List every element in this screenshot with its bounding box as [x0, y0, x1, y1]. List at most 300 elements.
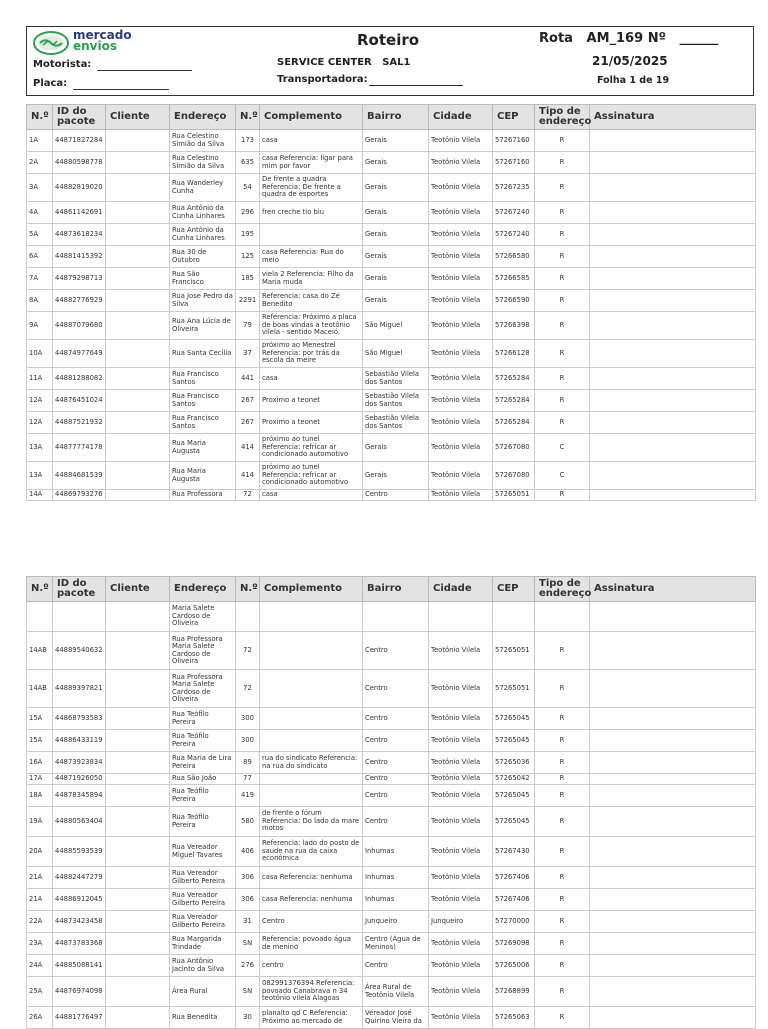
cell-signature[interactable] [590, 752, 756, 774]
cell-complement: casa Referencia: Rua do meio [260, 246, 363, 268]
cell-zipcode: 57265051 [493, 670, 535, 708]
column-header-address-type: Tipo de endereço [535, 577, 590, 602]
cell-city: Teotônio Vilela [429, 670, 493, 708]
cell-complement [260, 730, 363, 752]
cell-neighborhood: Gerais [363, 268, 429, 290]
cell-row-number: 21A [27, 867, 53, 889]
table-row [27, 202, 756, 224]
cell-signature[interactable] [590, 602, 756, 632]
cell-client [106, 837, 170, 867]
cell-package-id: 44871827284 [53, 130, 106, 152]
cell-city: Teotônio Vilela [429, 774, 493, 785]
cell-client [106, 867, 170, 889]
column-header-row-number: N.º [27, 105, 53, 130]
cell-package-id: 44871926050 [53, 774, 106, 785]
cell-package-id: 44880598778 [53, 152, 106, 174]
numero-label: Nº [647, 31, 666, 46]
table-row [27, 602, 756, 632]
cell-row-number: 3A [27, 174, 53, 202]
cell-street-number: 441 [236, 368, 260, 390]
cell-package-id: 44881415392 [53, 246, 106, 268]
motorista-label: Motorista: [33, 59, 92, 70]
cell-address-type: R [535, 867, 590, 889]
cell-complement [260, 632, 363, 670]
cell-row-number: 5A [27, 224, 53, 246]
cell-zipcode: 57267235 [493, 174, 535, 202]
cell-complement: Proximo a teonet [260, 412, 363, 434]
numero-blank: ______ [679, 31, 719, 46]
cell-signature[interactable] [590, 130, 756, 152]
cell-address-type: R [535, 807, 590, 837]
route-date: 21/05/2025 [592, 54, 668, 68]
placa-field[interactable] [73, 89, 169, 90]
cell-package-id [53, 602, 106, 632]
cell-street-number: 580 [236, 807, 260, 837]
cell-neighborhood: Gerais [363, 290, 429, 312]
cell-address: Área Rural [170, 977, 236, 1007]
cell-city: Teotônio Vilela [429, 462, 493, 490]
table-row [27, 412, 756, 434]
cell-zipcode: 57267406 [493, 867, 535, 889]
cell-neighborhood: Centro [363, 807, 429, 837]
motorista-field[interactable] [97, 70, 192, 71]
cell-neighborhood: Centro [363, 708, 429, 730]
cell-address: Rua Vereador Gilberto Pereira [170, 911, 236, 933]
cell-address-type: R [535, 752, 590, 774]
cell-package-id: 44885593539 [53, 837, 106, 867]
cell-address: Rua Teófilo Pereira [170, 708, 236, 730]
table-row [27, 1007, 756, 1029]
cell-signature[interactable] [590, 977, 756, 1007]
cell-street-number: 79 [236, 312, 260, 340]
cell-address: Rua Francisco Santos [170, 390, 236, 412]
handshake-icon [33, 31, 69, 55]
cell-signature[interactable] [590, 807, 756, 837]
cell-neighborhood: Gerais [363, 224, 429, 246]
table-row [27, 312, 756, 340]
cell-address: Rua Antônio da Cunha Linhares [170, 224, 236, 246]
table-row [27, 152, 756, 174]
cell-city: Teotônio Vilela [429, 290, 493, 312]
cell-city: Teotônio Vilela [429, 955, 493, 977]
cell-city: Teotônio Vilela [429, 202, 493, 224]
cell-zipcode: 57269098 [493, 933, 535, 955]
cell-neighborhood: Centro [363, 730, 429, 752]
cell-street-number: 276 [236, 955, 260, 977]
cell-address-type: R [535, 1007, 590, 1029]
cell-signature[interactable] [590, 152, 756, 174]
cell-address: Rua Professora Maria Salete Cardoso de Oliveira [170, 670, 236, 708]
cell-complement: de frente o fórum Referencia: Do lado da mare motos [260, 807, 363, 837]
cell-address: Rua Celestino Simião da Silva [170, 152, 236, 174]
table-header-row [27, 105, 756, 130]
cell-address-type: R [535, 340, 590, 368]
cell-client [106, 632, 170, 670]
cell-signature[interactable] [590, 889, 756, 911]
cell-client [106, 490, 170, 501]
cell-complement: fren creche tio biu [260, 202, 363, 224]
cell-zipcode: 57266590 [493, 290, 535, 312]
cell-row-number: 13A [27, 434, 53, 462]
route-label-group [539, 31, 718, 46]
cell-client [106, 708, 170, 730]
cell-street-number: 267 [236, 412, 260, 434]
cell-address-type: R [535, 202, 590, 224]
cell-address-type: R [535, 785, 590, 807]
column-header-client: Cliente [106, 577, 170, 602]
column-header-neighborhood: Bairro [363, 105, 429, 130]
table-row [27, 837, 756, 867]
cell-row-number: 19A [27, 807, 53, 837]
table-row [27, 130, 756, 152]
cell-neighborhood: Vereador José Quirino Vieira da [363, 1007, 429, 1029]
cell-package-id: 44885088141 [53, 955, 106, 977]
cell-address-type: R [535, 268, 590, 290]
cell-zipcode: 57265045 [493, 708, 535, 730]
cell-address-type: R [535, 312, 590, 340]
cell-signature[interactable] [590, 290, 756, 312]
cell-neighborhood: Gerais [363, 246, 429, 268]
sheet-counter: Folha 1 de 19 [597, 75, 670, 86]
cell-address-type: R [535, 911, 590, 933]
cell-neighborhood: Sebastião Vilela dos Santos [363, 390, 429, 412]
table-row [27, 434, 756, 462]
cell-row-number: 14AB [27, 632, 53, 670]
cell-zipcode: 57265042 [493, 774, 535, 785]
cell-complement: próximo ao tunel Referencia: refricar ar condicionado automotivo [260, 434, 363, 462]
cell-street-number: 125 [236, 246, 260, 268]
cell-complement: planalto qd C Referencia: Próximo ao mercado de [260, 1007, 363, 1029]
cell-row-number: 15A [27, 730, 53, 752]
table-row [27, 708, 756, 730]
cell-complement [260, 670, 363, 708]
cell-complement [260, 602, 363, 632]
cell-address-type: R [535, 708, 590, 730]
cell-address-type: R [535, 730, 590, 752]
cell-row-number: 10A [27, 340, 53, 368]
table-row [27, 462, 756, 490]
cell-complement: De frente a quadra Referencia: De frente a quadra de esportes [260, 174, 363, 202]
cell-client [106, 224, 170, 246]
column-header-zipcode: CEP [493, 105, 535, 130]
cell-address: Rua Ana Lúcia de Oliveira [170, 312, 236, 340]
cell-zipcode: 57265036 [493, 752, 535, 774]
cell-address: Rua Benedita [170, 1007, 236, 1029]
cell-zipcode: 57267080 [493, 462, 535, 490]
cell-complement: viela 2 Referencia: Filho da Maria muda [260, 268, 363, 290]
cell-row-number: 12A [27, 390, 53, 412]
cell-neighborhood: São Miguel [363, 340, 429, 368]
column-header-signature: Assinatura [590, 105, 756, 130]
cell-neighborhood: Sebastião Vilela dos Santos [363, 412, 429, 434]
cell-city: Teotônio Vilela [429, 312, 493, 340]
cell-city: Teotônio Vilela [429, 434, 493, 462]
cell-row-number: 8A [27, 290, 53, 312]
column-header-package-id: ID do pacote [53, 105, 106, 130]
table-row [27, 977, 756, 1007]
cell-row-number: 4A [27, 202, 53, 224]
cell-street-number: 635 [236, 152, 260, 174]
cell-client [106, 752, 170, 774]
cell-street-number: 54 [236, 174, 260, 202]
cell-street-number: 419 [236, 785, 260, 807]
cell-address: Rua Francisco Santos [170, 412, 236, 434]
cell-zipcode: 57266580 [493, 246, 535, 268]
cell-address-type [535, 602, 590, 632]
cell-signature[interactable] [590, 340, 756, 368]
cell-client [106, 412, 170, 434]
cell-address: Rua 30 de Outubro [170, 246, 236, 268]
cell-address: Rua Margarida Trindade [170, 933, 236, 955]
cell-signature[interactable] [590, 412, 756, 434]
cell-package-id: 44886912045 [53, 889, 106, 911]
cell-city: Teotônio Vilela [429, 632, 493, 670]
cell-neighborhood: Gerais [363, 202, 429, 224]
cell-neighborhood: Gerais [363, 174, 429, 202]
cell-city: Teotônio Vilela [429, 807, 493, 837]
cell-signature[interactable] [590, 268, 756, 290]
cell-client [106, 774, 170, 785]
cell-package-id: 44868793583 [53, 708, 106, 730]
cell-address-type: R [535, 490, 590, 501]
cell-neighborhood: Centro [363, 670, 429, 708]
cell-neighborhood: Gerais [363, 462, 429, 490]
cell-city: Teotônio Vilela [429, 340, 493, 368]
cell-signature[interactable] [590, 785, 756, 807]
cell-package-id: 44873423458 [53, 911, 106, 933]
cell-complement: 082991376394 Referencia: povoado Canabrava n 34 teotônio vilela Alagoas [260, 977, 363, 1007]
cell-row-number [27, 602, 53, 632]
cell-row-number: 1A [27, 130, 53, 152]
cell-package-id: 44887079680 [53, 312, 106, 340]
cell-signature[interactable] [590, 933, 756, 955]
cell-zipcode: 57266128 [493, 340, 535, 368]
cell-neighborhood: Centro [363, 955, 429, 977]
table-row [27, 390, 756, 412]
cell-street-number: 72 [236, 632, 260, 670]
cell-address-type: R [535, 977, 590, 1007]
cell-package-id: 44882447279 [53, 867, 106, 889]
cell-address: Maria Salete Cardoso de Oliveira [170, 602, 236, 632]
table-row [27, 490, 756, 501]
cell-package-id: 44882819020 [53, 174, 106, 202]
cell-city: Teotônio Vilela [429, 368, 493, 390]
table-row [27, 785, 756, 807]
cell-package-id: 44889540632 [53, 632, 106, 670]
cell-neighborhood: Inhumas [363, 889, 429, 911]
cell-complement: Referencia: Próximo a placa de boas vindas a teotônio vilela - sentido Maceió. [260, 312, 363, 340]
transportadora-label: Transportadora: [277, 74, 368, 85]
cell-row-number: 11A [27, 368, 53, 390]
cell-address: Rua Vereador Gilberto Pereira [170, 889, 236, 911]
cell-zipcode: 57267160 [493, 130, 535, 152]
cell-package-id: 44886433119 [53, 730, 106, 752]
cell-zipcode: 57267080 [493, 434, 535, 462]
cell-neighborhood: Centro [363, 774, 429, 785]
cell-client [106, 462, 170, 490]
cell-row-number: 22A [27, 911, 53, 933]
cell-signature[interactable] [590, 730, 756, 752]
cell-signature[interactable] [590, 1007, 756, 1029]
column-header-street-number: N.º [236, 577, 260, 602]
cell-signature[interactable] [590, 632, 756, 670]
cell-address-type: R [535, 390, 590, 412]
table-row [27, 730, 756, 752]
cell-street-number: 185 [236, 268, 260, 290]
cell-address-type: R [535, 670, 590, 708]
cell-package-id: 44878345894 [53, 785, 106, 807]
cell-address-type: R [535, 774, 590, 785]
cell-address: Rua São Francisco [170, 268, 236, 290]
cell-street-number: SN [236, 933, 260, 955]
cell-address-type: R [535, 889, 590, 911]
cell-client [106, 290, 170, 312]
cell-street-number: 296 [236, 202, 260, 224]
transportadora-field[interactable] [369, 85, 463, 86]
cell-address: Rua Wanderley Cunha [170, 174, 236, 202]
cell-street-number: 267 [236, 390, 260, 412]
cell-signature[interactable] [590, 312, 756, 340]
cell-address: Rua Vereador Gilberto Pereira [170, 867, 236, 889]
column-header-neighborhood: Bairro [363, 577, 429, 602]
service-center-code: SAL1 [382, 57, 411, 68]
cell-signature[interactable] [590, 224, 756, 246]
cell-street-number: 31 [236, 911, 260, 933]
service-center-name: SERVICE CENTER [277, 57, 372, 68]
cell-address: Rua São João [170, 774, 236, 785]
cell-row-number: 14AB [27, 670, 53, 708]
cell-address: Rua Teófilo Pereira [170, 785, 236, 807]
cell-complement [260, 774, 363, 785]
cell-complement: Centro [260, 911, 363, 933]
cell-client [106, 202, 170, 224]
column-header-address: Endereço [170, 577, 236, 602]
cell-signature[interactable] [590, 202, 756, 224]
cell-street-number: 37 [236, 340, 260, 368]
cell-signature[interactable] [590, 462, 756, 490]
cell-signature[interactable] [590, 708, 756, 730]
cell-zipcode: 57267160 [493, 152, 535, 174]
column-header-client: Cliente [106, 105, 170, 130]
cell-zipcode: 57268899 [493, 977, 535, 1007]
page-title: Roteiro [357, 31, 420, 49]
cell-signature[interactable] [590, 837, 756, 867]
cell-zipcode: 57265051 [493, 490, 535, 501]
cell-city: Teotônio Vilela [429, 246, 493, 268]
table-row [27, 224, 756, 246]
table-row [27, 807, 756, 837]
cell-package-id: 44873783368 [53, 933, 106, 955]
cell-row-number: 16A [27, 752, 53, 774]
column-header-street-number: N.º [236, 105, 260, 130]
table-row [27, 632, 756, 670]
cell-street-number: 414 [236, 462, 260, 490]
cell-neighborhood: Centro [363, 752, 429, 774]
cell-client [106, 340, 170, 368]
column-header-complement: Complemento [260, 577, 363, 602]
cell-complement: rua do sindicato Referencia: na rua do sindicato [260, 752, 363, 774]
cell-city: Teotônio Vilela [429, 174, 493, 202]
cell-client [106, 1007, 170, 1029]
cell-row-number: 20A [27, 837, 53, 867]
cell-signature[interactable] [590, 670, 756, 708]
cell-address-type: R [535, 412, 590, 434]
route-table-2 [26, 576, 756, 1029]
column-header-city: Cidade [429, 577, 493, 602]
cell-package-id: 44876451024 [53, 390, 106, 412]
cell-city: Teotônio Vilela [429, 412, 493, 434]
cell-zipcode [493, 602, 535, 632]
cell-city: Junqueiro [429, 911, 493, 933]
cell-client [106, 602, 170, 632]
cell-address-type: R [535, 174, 590, 202]
cell-address: Rua Francisco Santos [170, 368, 236, 390]
table-row [27, 889, 756, 911]
cell-city: Teotônio Vilela [429, 889, 493, 911]
cell-package-id: 44889397821 [53, 670, 106, 708]
cell-city: Teotônio Vilela [429, 490, 493, 501]
column-header-complement: Complemento [260, 105, 363, 130]
cell-signature[interactable] [590, 867, 756, 889]
cell-city: Teotônio Vilela [429, 152, 493, 174]
cell-address: Rua Celestino Simião da Silva [170, 130, 236, 152]
cell-address: Rua Santa Cecília [170, 340, 236, 368]
cell-signature[interactable] [590, 174, 756, 202]
logo-line2: envios [73, 39, 118, 53]
cell-signature[interactable] [590, 434, 756, 462]
cell-address-type: R [535, 955, 590, 977]
placa-label: Placa: [33, 78, 68, 89]
column-header-package-id: ID do pacote [53, 577, 106, 602]
cell-street-number: 195 [236, 224, 260, 246]
cell-city: Teotônio Vilela [429, 1007, 493, 1029]
cell-address: Rua Teófilo Pereira [170, 730, 236, 752]
cell-client [106, 368, 170, 390]
cell-signature[interactable] [590, 246, 756, 268]
cell-client [106, 390, 170, 412]
cell-package-id: 44879298713 [53, 268, 106, 290]
cell-zipcode: 57265045 [493, 807, 535, 837]
cell-signature[interactable] [590, 490, 756, 501]
cell-city: Teotônio Vilela [429, 390, 493, 412]
rota-label: Rota [539, 31, 573, 46]
cell-address-type: R [535, 933, 590, 955]
column-header-address: Endereço [170, 105, 236, 130]
cell-neighborhood: Inhumas [363, 837, 429, 867]
mercado-envios-logo [33, 30, 143, 56]
rota-value: AM_169 [586, 31, 644, 46]
cell-zipcode: 57265045 [493, 785, 535, 807]
cell-street-number [236, 602, 260, 632]
cell-signature[interactable] [590, 955, 756, 977]
table-row [27, 174, 756, 202]
cell-client [106, 977, 170, 1007]
cell-signature[interactable] [590, 390, 756, 412]
cell-signature[interactable] [590, 774, 756, 785]
cell-client [106, 807, 170, 837]
cell-signature[interactable] [590, 368, 756, 390]
cell-street-number: 30 [236, 1007, 260, 1029]
cell-row-number: 13A [27, 462, 53, 490]
table-row [27, 246, 756, 268]
cell-client [106, 730, 170, 752]
cell-street-number: 2291 [236, 290, 260, 312]
cell-row-number: 2A [27, 152, 53, 174]
cell-signature[interactable] [590, 911, 756, 933]
cell-address: Rua Antônio Jacinto da Silva [170, 955, 236, 977]
cell-address-type: R [535, 130, 590, 152]
cell-zipcode: 57265045 [493, 730, 535, 752]
